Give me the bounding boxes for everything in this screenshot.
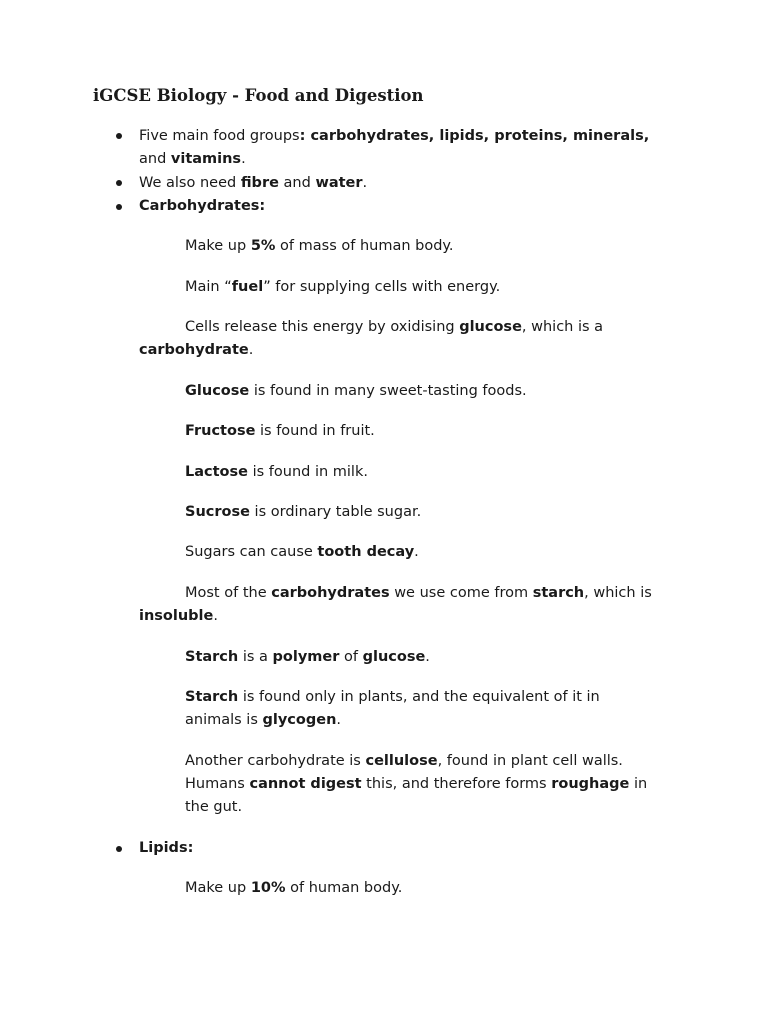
bold-text: : carbohydrates, lipids, proteins, minerals, [299, 128, 650, 144]
text-run: Main “ [185, 279, 232, 295]
bold-text: vitamins [170, 151, 242, 167]
text-run: . [248, 342, 254, 358]
bold-text: Starch [185, 649, 239, 665]
bold-text: glycogen [262, 712, 337, 728]
bold-text: starch [532, 585, 585, 601]
carb-paragraph-sucrose [139, 501, 659, 524]
bold-text: cellulose [365, 753, 438, 769]
bullet-marker [116, 846, 122, 852]
text-run: is ordinary table sugar. [249, 504, 422, 520]
bold-text: water [315, 175, 363, 191]
carb-paragraph-starch-source [139, 582, 659, 628]
bold-text: cannot digest [249, 776, 362, 792]
list-item-food-groups [139, 125, 659, 171]
carb-paragraph-glycogen [185, 686, 655, 732]
text-run: We also need [139, 175, 241, 191]
bold-text: roughage [551, 776, 630, 792]
carb-paragraph-oxidising [139, 316, 659, 362]
bold-text: tooth decay [317, 544, 415, 560]
text-run: Sugars can cause [185, 544, 318, 560]
list-item-lipids-heading [139, 837, 659, 860]
text-run: we use come from [389, 585, 533, 601]
text-run: , found in plant cell walls. Humans [185, 753, 623, 792]
text-run: this, and therefore forms [361, 776, 552, 792]
carb-paragraph-fructose [139, 420, 659, 443]
text-run: Make up [185, 880, 251, 896]
text-run: ” for supplying cells with energy. [263, 279, 501, 295]
text-run: of mass of human body. [275, 238, 454, 254]
text-run: Five main food groups [139, 128, 300, 144]
text-run: Another carbohydrate is [185, 753, 366, 769]
bold-text: Glucose [185, 383, 250, 399]
list-item-fibre-water [139, 172, 659, 195]
text-run: . [213, 608, 218, 624]
bold-text: Carbohydrates: [139, 198, 266, 214]
bold-text: Lipids: [139, 840, 194, 856]
text-run: is found only in plants, and the equivalent of it in animals is [185, 689, 600, 728]
carb-paragraph-lactose [139, 461, 659, 484]
bullet-marker [116, 180, 122, 186]
bold-text: carbohydrate [139, 342, 249, 358]
list-item-carbohydrates-heading [139, 195, 659, 218]
text-run: in the gut. [185, 776, 648, 815]
text-run: Cells release this energy by oxidising [185, 319, 460, 335]
bold-text: polymer [272, 649, 340, 665]
carb-paragraph-tooth-decay [139, 541, 659, 564]
text-run: , which is [584, 585, 652, 601]
carb-paragraph-cellulose [185, 750, 655, 819]
carb-paragraph-mass [139, 235, 659, 258]
carb-paragraph-starch-polymer [139, 646, 659, 669]
bullet-marker [116, 204, 122, 210]
text-run: is found in milk. [247, 464, 368, 480]
bold-text: 5% [250, 238, 276, 254]
bold-text: carbohydrates [271, 585, 390, 601]
bold-text: insoluble [139, 608, 214, 624]
text-run: Most of the [185, 585, 272, 601]
bold-text: glucose [362, 649, 426, 665]
text-run: , which is a [521, 319, 604, 335]
lipid-paragraph-mass [139, 877, 659, 900]
text-run: of [339, 649, 363, 665]
bold-text: fibre [240, 175, 279, 191]
text-run: . [336, 712, 342, 728]
carb-paragraph-fuel [139, 276, 659, 299]
bold-text: fuel [231, 279, 264, 295]
text-run: . [241, 151, 246, 167]
text-run: Make up [185, 238, 251, 254]
bold-text: Sucrose [185, 504, 250, 520]
bold-text: Lactose [185, 464, 248, 480]
text-run: is found in many sweet-tasting foods. [249, 383, 527, 399]
text-run: and [278, 175, 316, 191]
page-title: iGCSE Biology - Food and Digestion [93, 86, 424, 105]
text-run: is a [238, 649, 273, 665]
bold-text: 10% [250, 880, 286, 896]
text-run: of human body. [285, 880, 403, 896]
carb-paragraph-glucose [139, 380, 659, 403]
bold-text: Starch [185, 689, 239, 705]
text-run: and [139, 151, 171, 167]
bold-text: glucose [459, 319, 522, 335]
text-run: . [425, 649, 430, 665]
bold-text: Fructose [185, 423, 256, 439]
bullet-marker [116, 133, 122, 139]
text-run: . [414, 544, 419, 560]
text-run: is found in fruit. [255, 423, 375, 439]
text-run: . [362, 175, 368, 191]
